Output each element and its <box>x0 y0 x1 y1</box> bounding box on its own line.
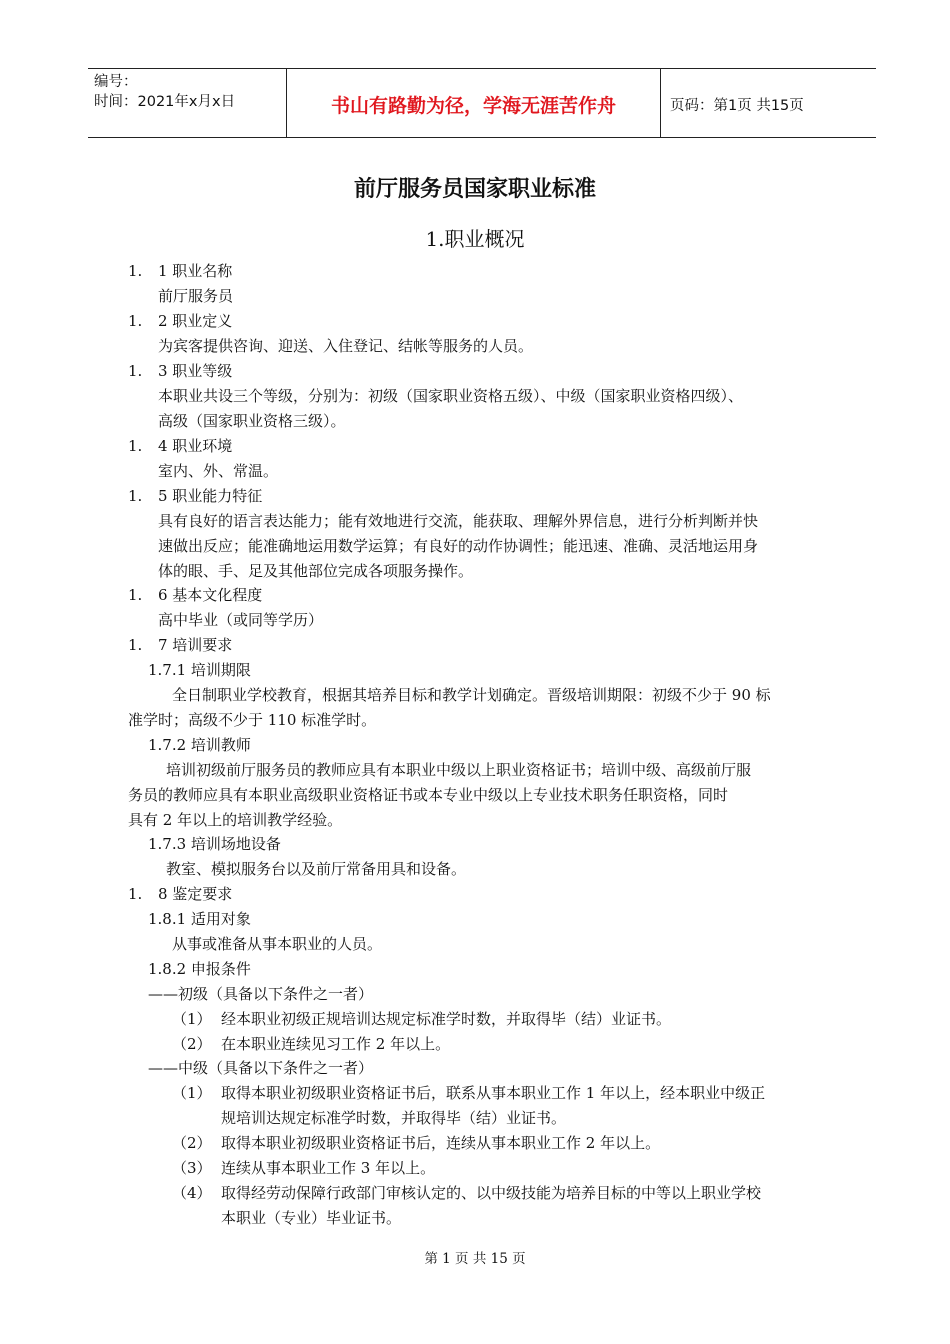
item-text: 具有 2 年以上的培训教学经验。 <box>128 811 343 829</box>
item-text: 从事或准备从事本职业的人员。 <box>172 935 383 953</box>
item-heading: 5 职业能力特征 <box>158 487 263 505</box>
item-heading: 8 鉴定要求 <box>158 885 233 903</box>
item-number: 1. <box>128 262 143 280</box>
item-text: 体的眼、手、足及其他部位完成各项服务操作。 <box>158 562 474 580</box>
item-text: 全日制职业学校教育，根据其培养目标和教学计划确定。晋级培训期限：初级不少于 90 标 <box>172 686 771 704</box>
item-number: 1. <box>128 437 143 455</box>
list-item: 连续从事本职业工作 3 年以上。 <box>221 1159 436 1177</box>
page-header <box>88 68 876 138</box>
list-item-number: （1） <box>172 1010 212 1028</box>
item-heading: 3 职业等级 <box>158 362 233 380</box>
time-label: 时间：2021年x月x日 <box>94 94 236 110</box>
document-title: 前厅服务员国家职业标准 <box>353 177 596 202</box>
list-item: 在本职业连续见习工作 2 年以上。 <box>221 1035 451 1053</box>
condition-group-heading: ——初级（具备以下条件之一者） <box>148 985 374 1003</box>
item-number: 1. <box>128 636 143 654</box>
list-item: 经本职业初级正规培训达规定标准学时数，并取得毕（结）业证书。 <box>221 1010 672 1028</box>
item-number: 1. <box>128 586 143 604</box>
subitem-heading: 1.7.2 培训教师 <box>148 736 251 754</box>
item-text: 培训初级前厅服务员的教师应具有本职业中级以上职业资格证书；培训中级、高级前厅服 <box>166 761 752 779</box>
list-item: 取得本职业初级职业资格证书后，连续从事本职业工作 2 年以上。 <box>221 1134 661 1152</box>
list-item: 取得经劳动保障行政部门审核认定的、以中级技能为培养目标的中等以上职业学校 <box>221 1184 762 1202</box>
list-item: 取得本职业初级职业资格证书后，联系从事本职业工作 1 年以上，经本职业中级正 <box>221 1084 766 1102</box>
item-text: 准学时；高级不少于 110 标准学时。 <box>128 711 377 729</box>
subitem-heading: 1.7.3 培训场地设备 <box>148 835 281 853</box>
item-number: 1. <box>128 312 143 330</box>
list-item: 规培训达规定标准学时数，并取得毕（结）业证书。 <box>221 1109 567 1127</box>
item-heading: 2 职业定义 <box>158 312 233 330</box>
header-meta <box>94 72 235 112</box>
item-text: 室内、外、常温。 <box>158 462 279 480</box>
item-text: 高中毕业（或同等学历） <box>158 611 324 629</box>
item-text: 务员的教师应具有本职业高级职业资格证书或本专业中级以上专业技术职务任职资格，同时 <box>128 786 729 804</box>
subitem-heading: 1.8.2 申报条件 <box>148 960 251 978</box>
header-page-info: 页码：第1页 共15页 <box>670 98 804 114</box>
list-item-number: （2） <box>172 1134 212 1152</box>
list-item: 本职业（专业）毕业证书。 <box>221 1209 402 1227</box>
header-motto: 书山有路勤为径，学海无涯苦作舟 <box>330 95 616 117</box>
item-text: 速做出反应；能准确地运用数学运算；有良好的动作协调性；能迅速、准确、灵活地运用身 <box>158 537 759 555</box>
item-text: 教室、模拟服务台以及前厅常备用具和设备。 <box>166 860 467 878</box>
header-divider <box>660 69 661 137</box>
item-text: 前厅服务员 <box>158 287 234 305</box>
item-text: 高级（国家职业资格三级）。 <box>158 412 346 430</box>
section-title: 1.职业概况 <box>425 227 525 251</box>
serial-label: 编号： <box>94 74 138 90</box>
list-item-number: （4） <box>172 1184 212 1202</box>
item-number: 1. <box>128 362 143 380</box>
list-item-number: （3） <box>172 1159 212 1177</box>
subitem-heading: 1.7.1 培训期限 <box>148 661 251 679</box>
page-footer: 第 1 页 共 15 页 <box>424 1251 526 1267</box>
item-text: 本职业共设三个等级，分别为：初级（国家职业资格五级）、中级（国家职业资格四级）、 <box>158 387 744 405</box>
item-heading: 7 培训要求 <box>158 636 233 654</box>
item-heading: 6 基本文化程度 <box>158 586 263 604</box>
list-item-number: （1） <box>172 1084 212 1102</box>
subitem-heading: 1.8.1 适用对象 <box>148 910 251 928</box>
item-text: 为宾客提供咨询、迎送、入住登记、结帐等服务的人员。 <box>158 337 534 355</box>
item-number: 1. <box>128 487 143 505</box>
item-number: 1. <box>128 885 143 903</box>
condition-group-heading: ——中级（具备以下条件之一者） <box>148 1059 374 1077</box>
item-heading: 1 职业名称 <box>158 262 233 280</box>
list-item-number: （2） <box>172 1035 212 1053</box>
item-text: 具有良好的语言表达能力；能有效地进行交流，能获取、理解外界信息，进行分析判断并快 <box>158 512 759 530</box>
item-heading: 4 职业环境 <box>158 437 233 455</box>
